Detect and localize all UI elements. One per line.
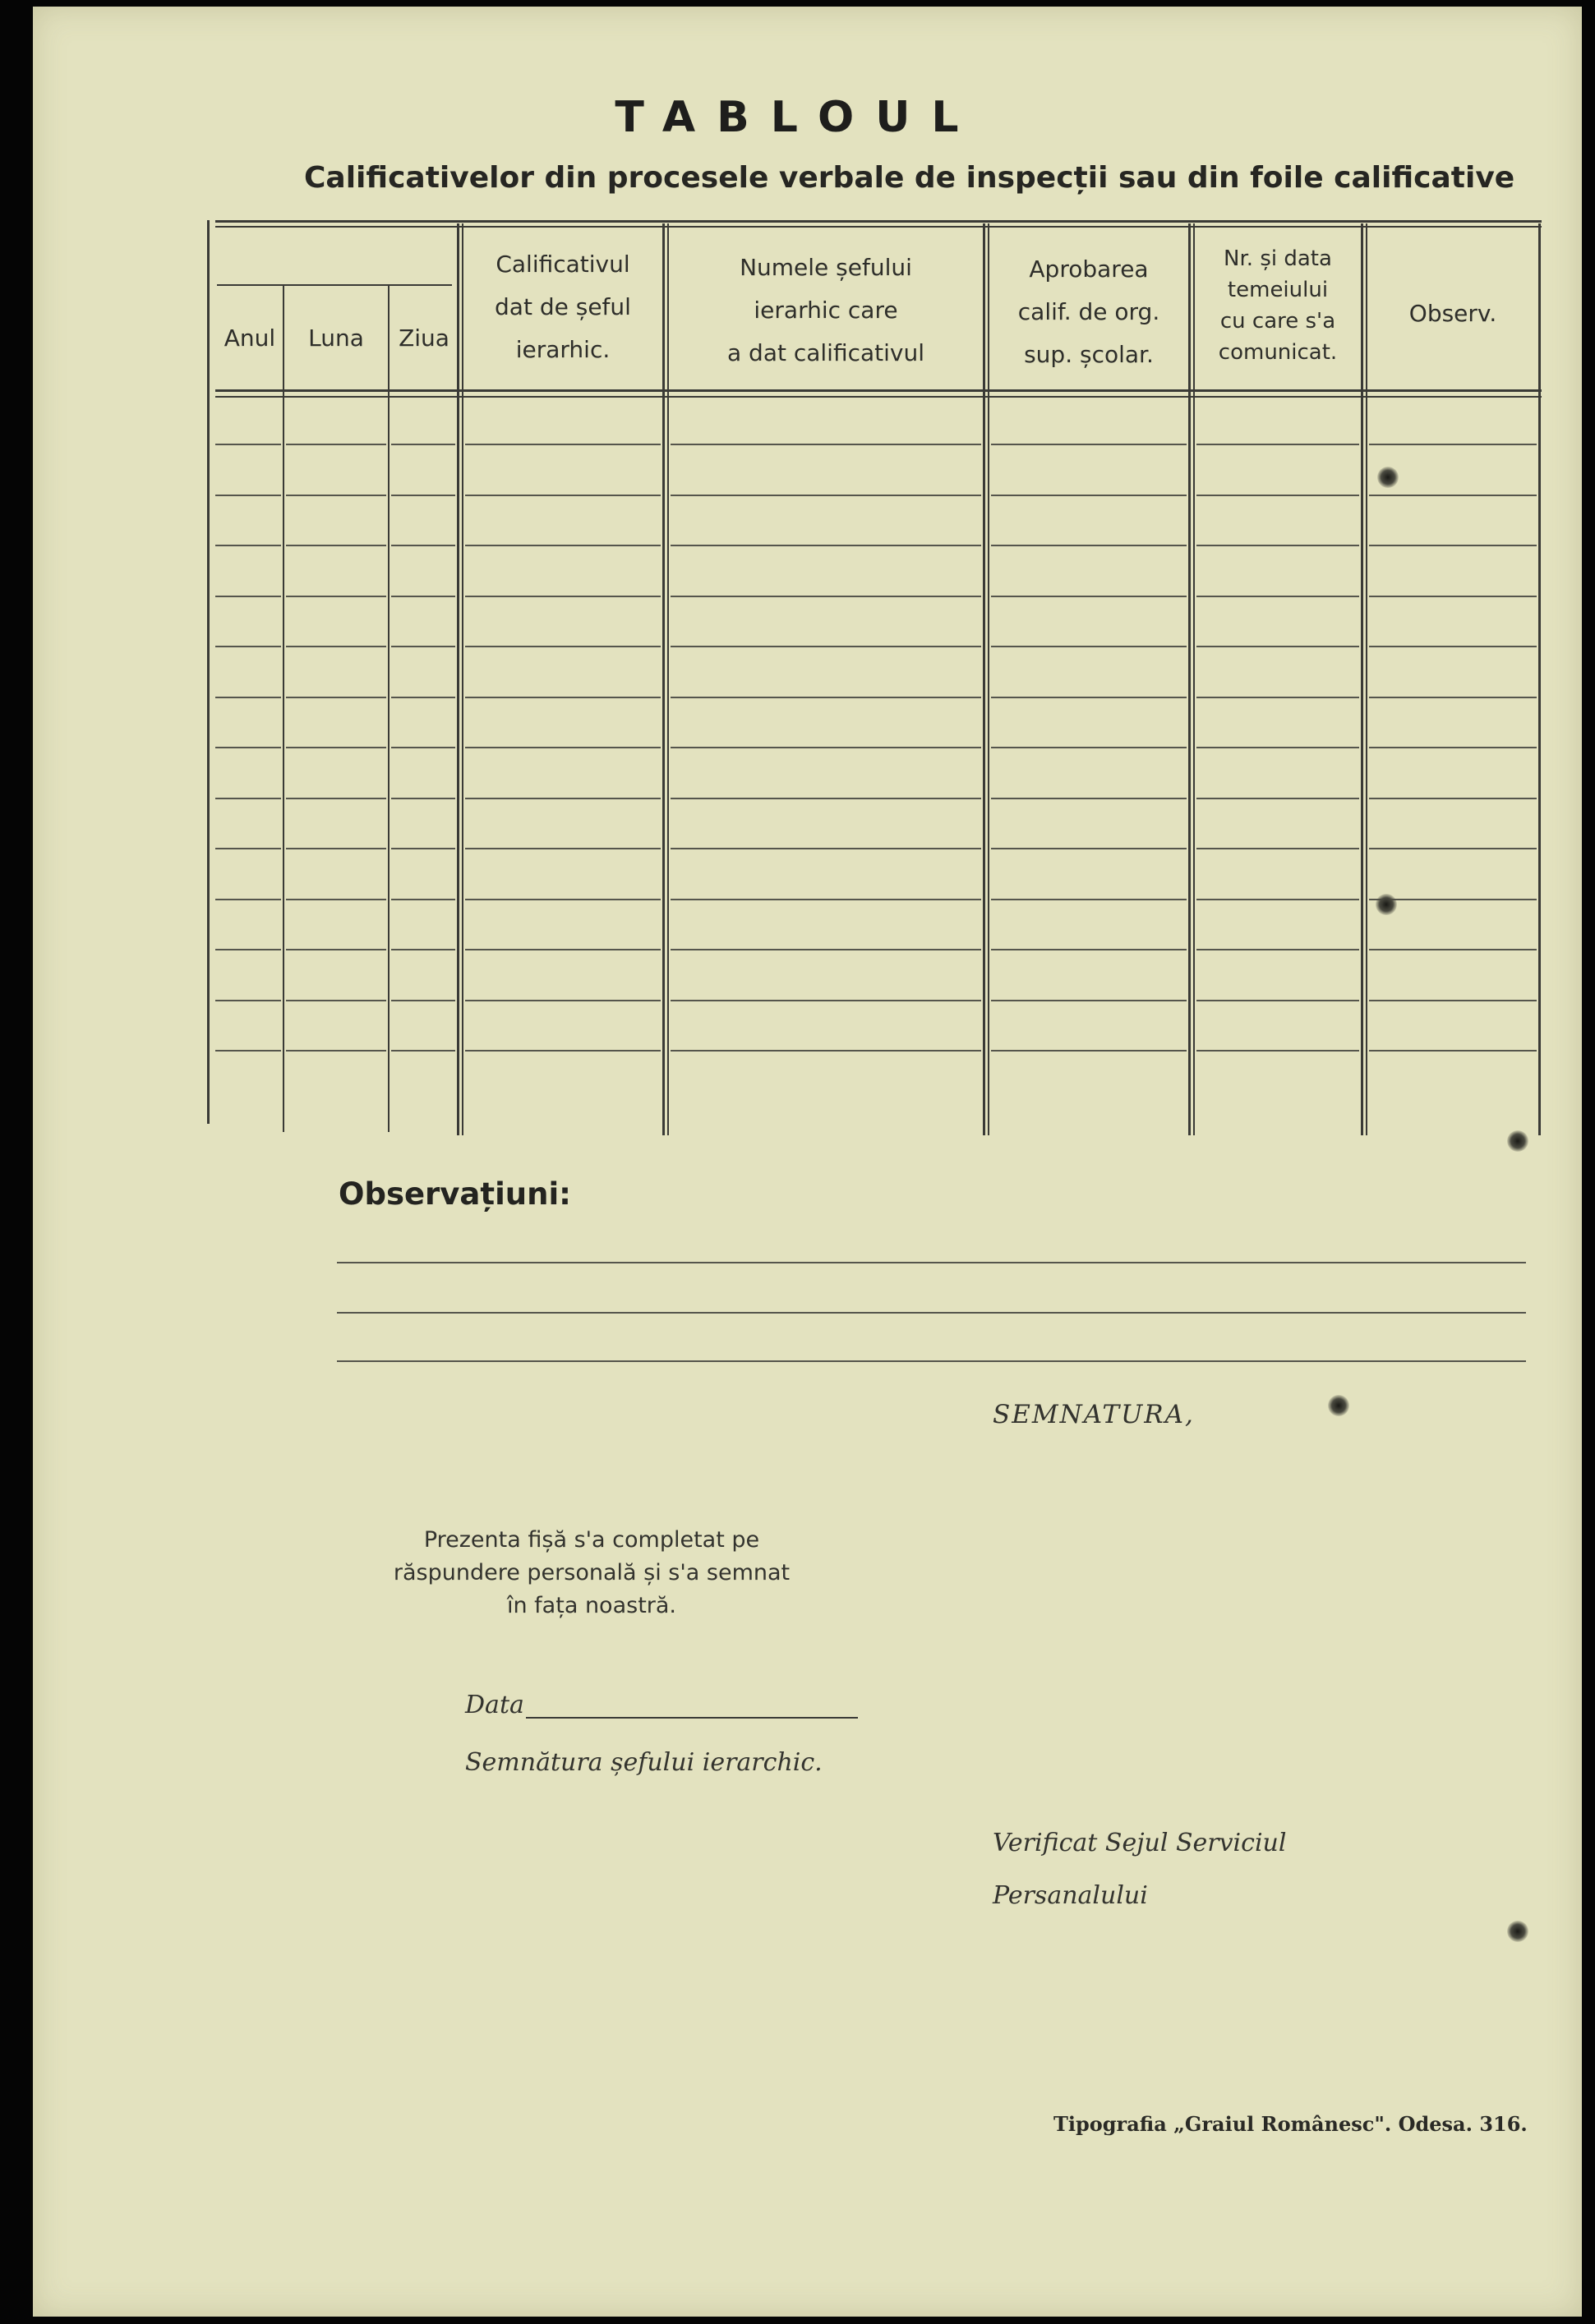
data-group-divider (217, 284, 452, 286)
table-left-border (207, 220, 210, 1124)
table-top-border-inner (215, 226, 1542, 228)
table-row-line (286, 1000, 386, 1001)
table-row-line (991, 545, 1187, 546)
table-row-line (1369, 545, 1537, 546)
punch-hole (1377, 467, 1399, 488)
table-row-line (465, 798, 661, 799)
table-row-line (991, 848, 1187, 849)
observations-line-2[interactable] (337, 1312, 1526, 1314)
table-row-line (991, 444, 1187, 445)
table-row-line (1196, 899, 1359, 900)
header-observ: Observ. (1408, 300, 1497, 327)
table-row-line (391, 596, 455, 597)
header-calificativul-line3: ierarhic. (515, 336, 611, 363)
declaration-text: Prezenta fișă s'a completat pe răspundere personală și s'a semnat în fața noastră. (393, 1527, 791, 1618)
table-row-line (391, 1050, 455, 1052)
col-divider-numele (983, 223, 985, 1135)
table-row-line (1369, 798, 1537, 799)
table-row-line (286, 444, 386, 445)
supervisor-signature-label: Semnătura șefului ierarchic. (465, 1748, 823, 1777)
table-row-line (286, 899, 386, 900)
table-row-line (215, 747, 281, 748)
table-row-line (1196, 697, 1359, 698)
table-row-line (1196, 848, 1359, 849)
table-row-line (391, 697, 455, 698)
table-row-line (215, 1000, 281, 1001)
table-row-line (1196, 747, 1359, 748)
table-row-line (671, 596, 981, 597)
table-row-line (286, 798, 386, 799)
date-label: Data (465, 1691, 524, 1719)
header-calificativul-line2: dat de șeful (495, 293, 631, 320)
table-row-line (991, 646, 1187, 647)
header-numele-line2: ierarhic care (754, 297, 898, 324)
table-row-line (391, 949, 455, 950)
table-row-line (991, 1000, 1187, 1001)
table-row-line (286, 545, 386, 546)
header-aprobarea-line1: Aprobarea (1029, 255, 1149, 283)
col-divider-luna (388, 286, 390, 1132)
table-row-line (465, 596, 661, 597)
header-aprobarea (989, 248, 1188, 376)
table-row-line (1369, 1000, 1537, 1001)
punch-hole (1507, 1921, 1528, 1942)
page-subtitle: Calificativelor din procesele verbale de inspecții sau din foile calificative (304, 161, 1515, 195)
table-row-line (465, 545, 661, 546)
table-row-line (671, 1000, 981, 1001)
table-row-line (391, 1000, 455, 1001)
table-row-line (391, 444, 455, 445)
table-row-line (465, 495, 661, 496)
col-divider-anul (283, 286, 284, 1132)
header-nr-data-line3: cu care s'a (1219, 309, 1336, 334)
table-row-line (391, 495, 455, 496)
table-row-line (671, 848, 981, 849)
table-row-line (465, 949, 661, 950)
table-row-line (991, 495, 1187, 496)
col-divider-ziua (457, 223, 459, 1135)
header-numele-line3: a dat calificativul (726, 339, 925, 366)
header-nr-data-line1: Nr. și data (1224, 246, 1332, 271)
table-row-line (1369, 1050, 1537, 1052)
punch-hole (1376, 894, 1397, 915)
signature-label: SEMNATURA, (993, 1400, 1195, 1429)
col-divider-nr-inner (1366, 223, 1367, 1135)
table-row-line (391, 899, 455, 900)
table-row-line (991, 1050, 1187, 1052)
table-row-line (671, 545, 981, 546)
page-title: TABLOUL (615, 93, 980, 142)
table-right-border (1538, 223, 1541, 1135)
table-row-line (465, 444, 661, 445)
table-row-line (1369, 596, 1537, 597)
table-row-line (1196, 949, 1359, 950)
table-row-line (991, 747, 1187, 748)
table-row-line (1196, 596, 1359, 597)
header-ziua: Ziua (399, 324, 449, 352)
header-nr-data (1195, 243, 1361, 368)
table-row-line (671, 646, 981, 647)
header-numele (669, 246, 983, 375)
col-divider-nr (1361, 223, 1363, 1135)
table-row-line (465, 1050, 661, 1052)
punch-hole (1507, 1130, 1528, 1152)
table-top-border (215, 220, 1542, 223)
table-row-line (215, 646, 281, 647)
table-row-line (286, 747, 386, 748)
col-divider-aprobarea (1188, 223, 1191, 1135)
table-row-line (671, 495, 981, 496)
table-row-line (1196, 1050, 1359, 1052)
table-row-line (286, 495, 386, 496)
table-row-line (991, 798, 1187, 799)
table-row-line (215, 495, 281, 496)
table-row-line (671, 949, 981, 950)
table-row-line (1196, 1000, 1359, 1001)
table-row-line (671, 697, 981, 698)
col-divider-calif (662, 223, 665, 1135)
table-row-line (215, 899, 281, 900)
header-nr-data-line2: temeiului (1227, 278, 1329, 302)
verification-line1: Verificat Sejul Serviciul (993, 1829, 1287, 1857)
table-row-line (286, 697, 386, 698)
table-row-line (215, 697, 281, 698)
observations-label: Observațiuni: (339, 1176, 571, 1212)
header-aprobarea-line3: sup. școlar. (1024, 341, 1154, 368)
header-calificativul-line1: Calificativul (496, 251, 630, 278)
header-nr-data-line4: comunicat. (1218, 340, 1338, 365)
table-row-line (465, 899, 661, 900)
header-aprobarea-line2: calif. de org. (1017, 298, 1160, 325)
table-row-line (671, 747, 981, 748)
table-row-line (991, 596, 1187, 597)
table-row-line (671, 798, 981, 799)
table-row-line (671, 444, 981, 445)
table-row-line (465, 848, 661, 849)
table-row-line (991, 949, 1187, 950)
table-row-line (215, 545, 281, 546)
observations-line-3[interactable] (337, 1360, 1526, 1362)
header-anul: Anul (224, 324, 276, 352)
printer-imprint: Tipografia „Graiul Românesc". Odesa. 316. (1053, 2112, 1528, 2136)
table-row-line (1196, 495, 1359, 496)
table-row-line (1369, 444, 1537, 445)
table-row-line (286, 596, 386, 597)
header-bottom-border-inner (215, 396, 1542, 398)
table-row-line (215, 1050, 281, 1052)
table-row-line (1196, 444, 1359, 445)
table-row-line (286, 1050, 386, 1052)
table-row-line (391, 747, 455, 748)
table-row-line (286, 848, 386, 849)
table-row-line (1196, 646, 1359, 647)
table-row-line (465, 697, 661, 698)
table-row-line (1369, 747, 1537, 748)
table-row-line (215, 444, 281, 445)
date-input-line[interactable] (526, 1717, 858, 1719)
table-row-line (1369, 949, 1537, 950)
header-luna: Luna (308, 324, 364, 352)
table-row-line (286, 949, 386, 950)
table-row-line (671, 1050, 981, 1052)
table-row-line (1369, 848, 1537, 849)
header-bottom-border (215, 389, 1542, 392)
table-row-line (215, 798, 281, 799)
table-row-line (391, 545, 455, 546)
table-row-line (465, 646, 661, 647)
table-row-line (391, 848, 455, 849)
table-row-line (465, 1000, 661, 1001)
table-row-line (391, 798, 455, 799)
table-row-line (991, 697, 1187, 698)
table-row-line (215, 596, 281, 597)
table-row-line (1196, 798, 1359, 799)
table-row-line (465, 747, 661, 748)
table-row-line (215, 949, 281, 950)
table-row-line (671, 899, 981, 900)
table-row-line (1369, 697, 1537, 698)
punch-hole (1328, 1395, 1349, 1416)
verification-line2: Persanalului (993, 1881, 1148, 1910)
table-row-line (391, 646, 455, 647)
header-calificativul (463, 243, 662, 371)
table-row-line (286, 646, 386, 647)
table-row-line (1196, 545, 1359, 546)
observations-line-1[interactable] (337, 1262, 1526, 1263)
table-row-line (1369, 646, 1537, 647)
table-row-line (1369, 495, 1537, 496)
table-row-line (215, 848, 281, 849)
header-numele-line1: Numele șefului (740, 254, 912, 281)
table-row-line (991, 899, 1187, 900)
